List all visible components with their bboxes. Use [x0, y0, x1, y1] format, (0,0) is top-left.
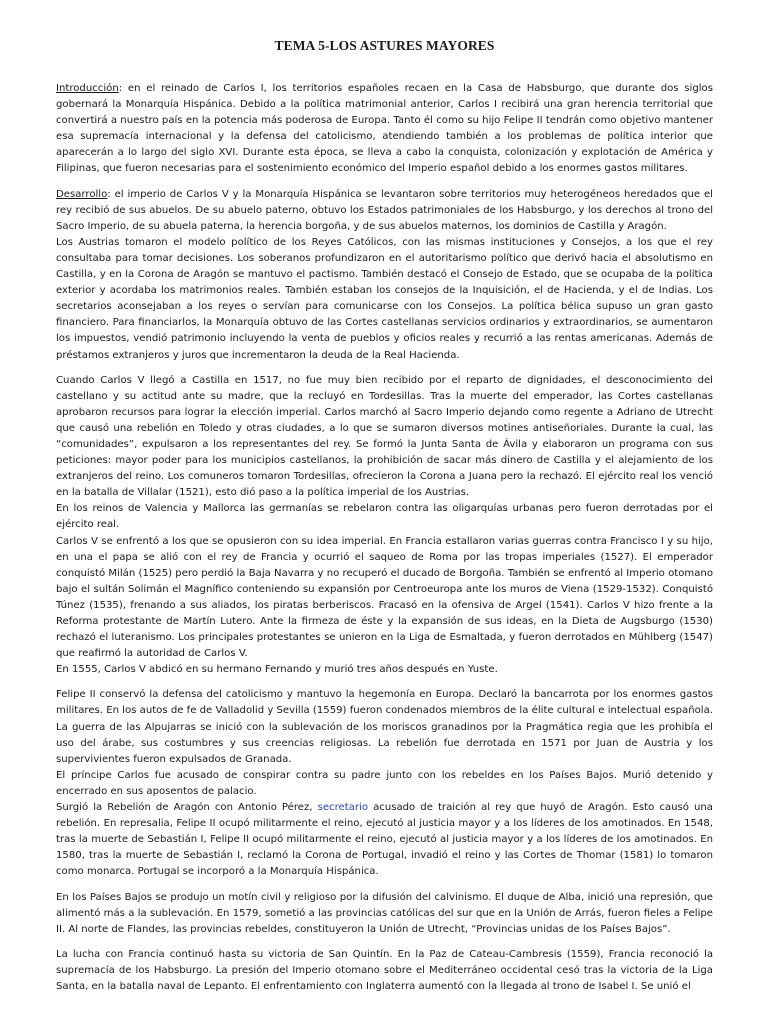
paragraph-text: acusado de traición al rey que huyó de Aragón. Esto causó una rebelión. En represalia, Felipe II ocupó militarmente el reino, ejecutó al justicia mayor y a los líderes de los amotinados. En 1548, tras la muerte de Sebastián I, Felipe II ocupó militarmente el reino, ejecutó al justicia mayor y a los líderes de los amotinados. En 1580, tras la muerte de Sebastián I, reclamó la Corona de Portugal, invadió el reino y las Cortes de Thomar (1581) lo tomaron como monarca. Portugal se incorporó a la Monarquía Hispánica. [56, 802, 713, 878]
paragraph-principe-carlos: El príncipe Carlos fue acusado de conspirar contra su padre junto con los rebeldes en los Países Bajos. Murió detenido y encerrado en sus aposentos de palacio. [56, 769, 713, 797]
paragraph-germanias: En los reinos de Valencia y Mallorca las germanías se rebelaron contra las oligarquías urbanas pero fueron derrotadas por el ejército real. [56, 503, 713, 531]
section-label-introduccion: Introducción [56, 83, 119, 94]
paragraph-felipe-ii: Felipe II conservó la defensa del catolicismo y mantuvo la hegemonía en Europa. Declaró la bancarrota por los enormes gastos militares. En los autos de fe de Valladolid y Sevilla (1559) fueron condenados miembros de la élite cultural e intelectual española. La guerra de las Alpujarras se inició con la sublevación de los moriscos granadinos por la Pragmática regia que les prohibía el uso del árabe, sus costumbres y sus creencias religiosas. La rebelión fue derrotada en 1571 por Juan de Austria y los supervivientes fueron expulsados de Granada. [56, 689, 714, 765]
paragraph-politica-exterior: Carlos V se enfrentó a los que se opusieron con su idea imperial. En Francia estallaron varias guerras contra Francisco I y su hijo, en una el papa se alió con el rey de Francia y ocurrió el saqueo de Roma por las tropas imperiales (1527). El emperador conquistó Milán (1525) pero perdió la Baja Navarra y no recuperó el ducado de Borgoña. También se enfrentó al Imperio otomano bajo el sultán Solimán el Magnífico conteniendo su expansión por Centroeuropa ante los muros de Viena (1529-1532). Conquistó Túnez (1535), frenando a sus aliados, los piratas berberiscos. Fracasó en la ofensiva de Argel (1541). Carlos V hizo frente a la Reforma protestante de Martín Lutero. Ante la firmeza de éste y la expansión de sus ideas, en la Dieta de Augsburgo (1530) rechazó el luteranismo. Los principales protestantes se unieron en la Liga de Esmaltada, y fueron derrotados en Mühlberg (1547) que reafirmó la autoridad de Carlos V. [56, 535, 713, 660]
paragraph-abdicacion: En 1555, Carlos V abdicó en su hermano Fernando y murió tres años después en Yuste. [56, 664, 498, 676]
paragraph-text: : el imperio de Carlos V y la Monarquía Hispánica se levantaron sobre territorios muy heterogéneos heredados que el rey recibió de sus abuelos. De su abuelo paterno, obtuvo los Estados patrimoniales de los Habsburgo, y los derechos al trono del Sacro Imperio, de su abuela paterna, la herencia borgoña, y de sus abuelos maternos, los dominios de Castilla y Aragón. [56, 188, 713, 232]
paragraph-austrias-instituciones: Los Austrias tomaron el modelo político de los Reyes Católicos, con las mismas instituciones y Consejos, a los que el rey consultaba para tomar decisiones. Los soberanos profundizaron en el autoritarismo político que derivó hacia el absolutismo en Castilla, y en la Corona de Aragón se mantuvo el pactismo. También destacó el Consejo de Estado, que se ocupaba de la política exterior y acordaba los matrimonios reales. También estaban los consejos de la Inquisición, el de Hacienda, y el de Indias. Los secretarios aconsejaban a los reyes o servían para comunicarse con los Consejos. La política bélica supuso un gran gasto financiero. Para financiarlos, la Monarquía obtuvo de las Cortes castellanas servicios ordinarios y extraordinarios, se aumentaron los impuestos, vendió patrimonio incluyendo la venta de pueblos y oficios reales y recurrió a las rentas americanas. Además de préstamos extranjeros y juros que incrementaron la deuda de la Real Hacienda. [56, 236, 713, 361]
section-label-desarrollo: Desarrollo [56, 188, 108, 200]
paragraph-paises-bajos: En los Países Bajos se produjo un motín civil y religioso por la difusión del calvinismo. El duque de Alba, inició una represión, que alimentó más a la sublevación. En 1579, sometió a las provincias católicas del sur que en la Unión de Arrás, fueron fieles a Felipe II. Al norte de Flandes, las provincias rebeldes, constituyeron la Unión de Utrecht, “Provincias unidas de los Países Bajos”. [56, 891, 713, 935]
paragraph-text: Surgió la Rebelión de Aragón con Antonio Pérez, [56, 802, 318, 814]
paragraph-francia: La lucha con Francia continuó hasta su victoria de San Quintín. En la Paz de Cateau-Cambresis (1559), Francia reconoció la supremacía de los Habsburgo. La presión del Imperio otomano sobre el Mediterráneo occidental cesó tras la victoria de la Liga Santa, en la batalla naval de Lepanto. El enfrentamiento con Inglaterra aumentó con la llegada al trono de Isabel I. Se unió el [56, 948, 713, 992]
document-title: TEMA 5-LOS ASTURES MAYORES [274, 38, 495, 53]
paragraph-rebelion-aragon [56, 800, 713, 880]
paragraph-text: : en el reinado de Carlos I, los territorios españoles recaen en la Casa de Habsburgo, que durante dos siglos gobernará la Monarquía Hispánica. Debido a la política matrimonial anterior, Carlos I recibirá una gran herencia territorial que convertirá a nuestro país en la potencia más poderosa de Europa. Tanto él como su hijo Felipe II tendrán como objetivo mantener esa supremacía internacional y la defensa del catolicismo, atendiendo también a los problemas de política interior que aparecerán a lo largo del siglo XVI. Durante esta época, se lleva a cabo la conquista, colonización y explotación de América y Filipinas, que fueron necesarias para el sostenimiento económico del Imperio español debido a los enormes gastos militares. [56, 83, 713, 175]
paragraph-introduccion [56, 81, 713, 178]
secretario-link[interactable]: secretario [317, 802, 369, 814]
paragraph-desarrollo [56, 187, 713, 235]
paragraph-carlos-v-castilla: Cuando Carlos V llegó a Castilla en 1517, no fue muy bien recibido por el reparto de dignidades, el desconocimiento del castellano y su actitud ante su madre, que la recluyó en Tordesillas. Tras la muerte del emperador, las Cortes castellanas aprobaron recursos para lograr la elección imperial. Carlos marchó al Sacro Imperio dejando como regente a Adriano de Utrecht que causó una rebelión en Toledo y otras ciudades, a lo que se sumaron diversos motines antiseñoriales. Durante la cual, las “comunidades”, expulsaron a los representantes del rey. Se formó la Junta Santa de Ávila y elaboraron un programa con sus peticiones: mayor poder para los municipios castellanos, la prohibición de sacar más dinero de Castilla y el alejamiento de los extranjeros del reino. Los comuneros tomaron Tordesillas, ofrecieron la Corona a Juana pero la rechazó. El ejército real los venció en la batalla de Villalar (1521), esto dió paso a la política imperial de los Austrias. [56, 374, 713, 499]
